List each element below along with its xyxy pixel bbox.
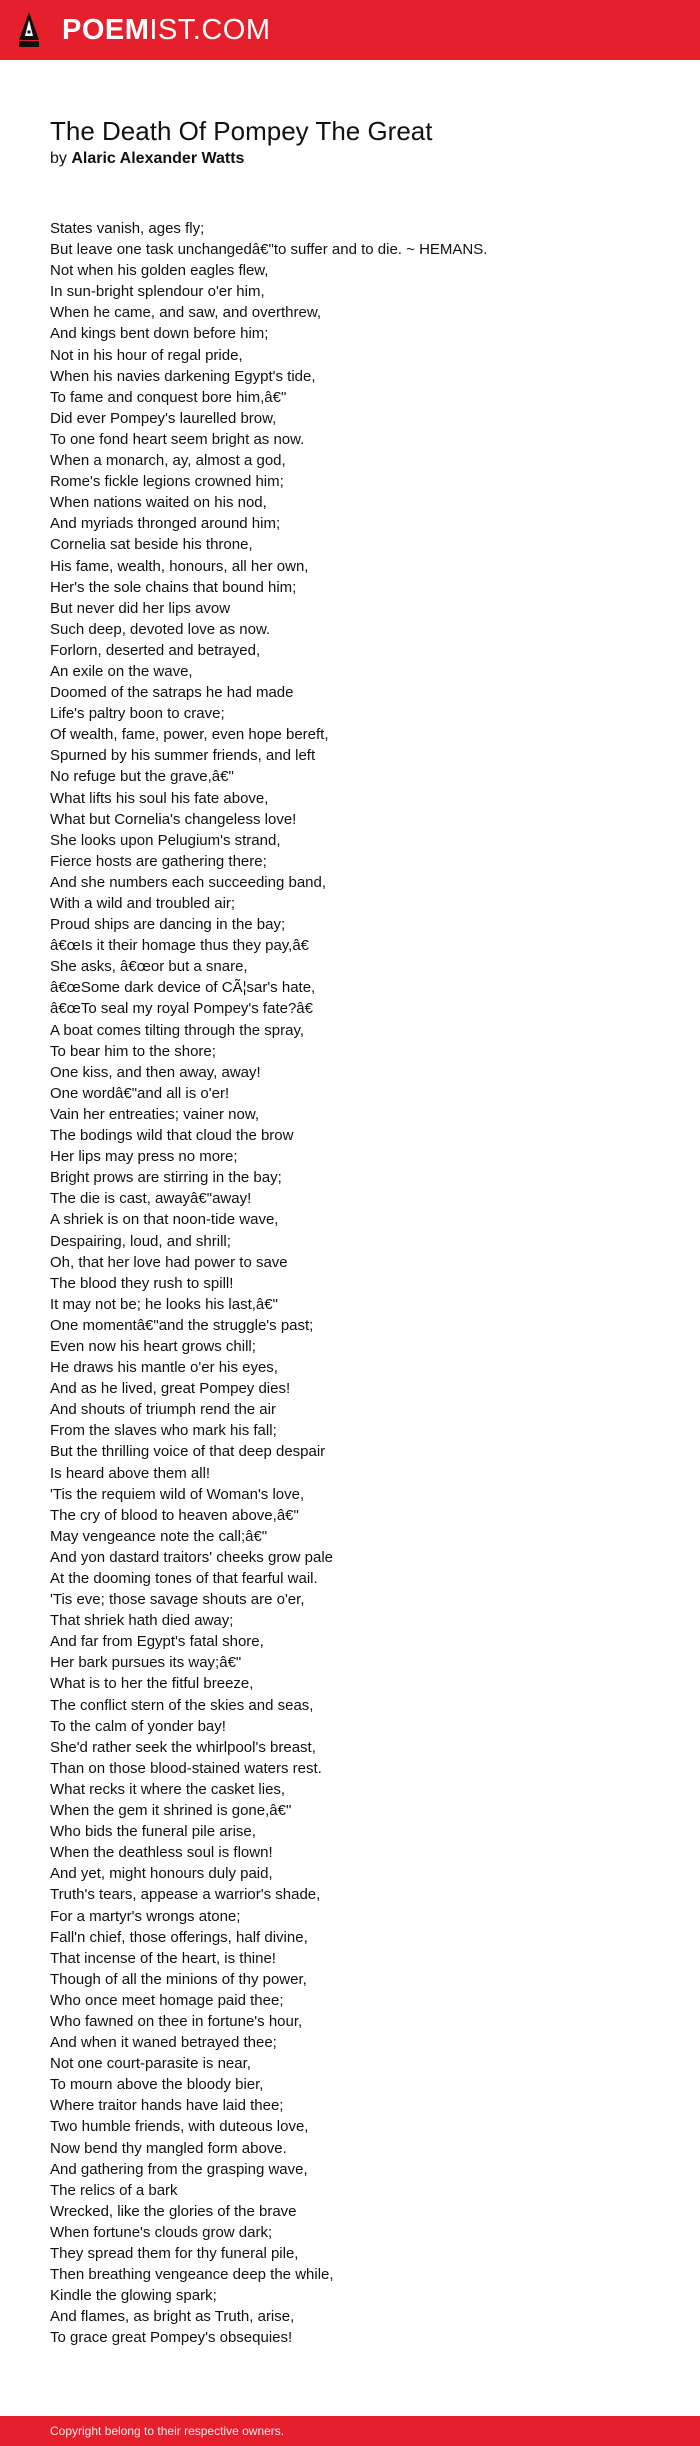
- copyright-text: Copyright belong to their respective owners.: [50, 2424, 285, 2438]
- poem-line: The bodings wild that cloud the brow: [50, 1127, 294, 1145]
- poem-line: Cornelia sat beside his throne,: [50, 536, 253, 554]
- poem-line: Not one court-parasite is near,: [50, 2055, 251, 2073]
- poem-line: From the slaves who mark his fall;: [50, 1422, 277, 1440]
- poem-line: Who fawned on thee in fortune's hour,: [50, 2012, 303, 2030]
- poem-line: That shriek hath died away;: [50, 1612, 234, 1630]
- poem-line: One wordâ€"and all is o'er!: [50, 1084, 230, 1102]
- poem-line: Vain her entreaties; vainer now,: [50, 1105, 260, 1123]
- poem-line: When the deathless soul is flown!: [50, 1844, 273, 1862]
- poem-line: Than on those blood-stained waters rest.: [50, 1759, 322, 1777]
- poem-line: Proud ships are dancing in the bay;: [50, 916, 286, 934]
- poem-line: Oh, that her love had power to save: [50, 1253, 288, 1271]
- poem-line: Bright prows are stirring in the bay;: [50, 1169, 282, 1187]
- poem-line: He draws his mantle o'er his eyes,: [50, 1359, 278, 1377]
- poem-line: May vengeance note the call;â€": [50, 1527, 268, 1545]
- poem-line: She'd rather seek the whirlpool's breast,: [50, 1738, 316, 1756]
- poem-line: States vanish, ages fly;: [50, 220, 205, 237]
- poem-line: To bear him to the shore;: [50, 1042, 216, 1060]
- poem-line: At the dooming tones of that fearful wail.: [50, 1570, 318, 1587]
- poem-line: Though of all the minions of thy power,: [50, 1970, 307, 1988]
- poem-line: Is heard above them all!: [50, 1464, 211, 1482]
- poem-line: That incense of the heart, is thine!: [50, 1949, 276, 1967]
- poem-line: The die is cast, awayâ€"away!: [50, 1190, 252, 1208]
- poem-line: A boat comes tilting through the spray,: [50, 1021, 305, 1039]
- poem-line: For a martyr's wrongs atone;: [50, 1907, 241, 1925]
- logo-bold-text: POEM: [62, 14, 150, 46]
- poem-line: With a wild and troubled air;: [50, 895, 236, 912]
- poem-line: When he came, and saw, and overthrew,: [50, 304, 321, 322]
- poem-line: Then breathing vengeance deep the while,: [50, 2266, 334, 2284]
- poem-line: When a monarch, ay, almost a god,: [50, 452, 286, 470]
- poem-line: Spurned by his summer friends, and left: [50, 747, 316, 765]
- poem-line: The relics of a bark: [50, 2181, 178, 2199]
- poem-line: But the thrilling voice of that deep despair: [50, 1443, 326, 1461]
- poem-line: And myriads thronged around him;: [50, 515, 281, 533]
- poem-line: And shouts of triumph rend the air: [50, 1401, 276, 1419]
- poem-line: â€œIs it their homage thus they pay,â€: [50, 937, 310, 955]
- poem-line: What lifts his soul his fate above,: [50, 789, 269, 807]
- site-logo[interactable]: [62, 12, 271, 48]
- poem-line: What is to her the fitful breeze,: [50, 1675, 254, 1693]
- poem-line: To the calm of yonder bay!: [50, 1717, 226, 1735]
- poem-title: The Death Of Pompey The Great: [50, 116, 433, 146]
- poem-line: One momentâ€"and the struggle's past;: [50, 1316, 314, 1334]
- poem-line: But leave one task unchangedâ€"to suffer and to die. ~ HEMANS.: [50, 241, 488, 259]
- poem-line: No refuge but the grave,â€": [50, 768, 234, 786]
- poem-line: An exile on the wave,: [50, 662, 193, 680]
- poem-line: Two humble friends, with duteous love,: [50, 2118, 309, 2136]
- poem-line: The cry of blood to heaven above,â€": [50, 1506, 299, 1524]
- poem-line: Who bids the funeral pile arise,: [50, 1823, 256, 1841]
- author-name[interactable]: Alaric Alexander Watts: [71, 150, 245, 167]
- poem-line: Wrecked, like the glories of the brave: [50, 2202, 297, 2220]
- poem-line: To one fond heart seem bright as now.: [50, 430, 305, 448]
- poem-line: When the gem it shrined is gone,â€": [50, 1802, 292, 1820]
- byline: [50, 148, 244, 170]
- poem-line: She asks, â€œor but a snare,: [50, 958, 248, 976]
- poem-line: When his navies darkening Egypt's tide,: [50, 367, 316, 385]
- poem-line: Of wealth, fame, power, even hope bereft,: [50, 726, 329, 744]
- poem-line: Not when his golden eagles flew,: [50, 262, 269, 280]
- poem-line: And yon dastard traitors' cheeks grow pale: [50, 1548, 334, 1566]
- poem-line: They spread them for thy funeral pile,: [50, 2245, 299, 2262]
- poem-line: And gathering from the grasping wave,: [50, 2160, 308, 2178]
- poem-line: Who once meet homage paid thee;: [50, 1991, 284, 2009]
- poem-line: And she numbers each succeeding band,: [50, 873, 327, 891]
- poem-line: Her lips may press no more;: [50, 1148, 238, 1166]
- poem-line: Forlorn, deserted and betrayed,: [50, 641, 261, 659]
- poem-line: It may not be; he looks his last,â€": [50, 1295, 278, 1313]
- poem-line: When nations waited on his nod,: [50, 494, 267, 512]
- poem-line: The blood they rush to spill!: [50, 1274, 234, 1292]
- poem-line: And yet, might honours duly paid,: [50, 1865, 273, 1883]
- poem-line: What recks it where the casket lies,: [50, 1780, 286, 1798]
- poem-line: Her's the sole chains that bound him;: [50, 578, 297, 596]
- poem-line: But never did her lips avow: [50, 599, 231, 617]
- poem-line: Life's paltry boon to crave;: [50, 705, 225, 723]
- poem-line: One kiss, and then away, away!: [50, 1063, 261, 1081]
- poem-line: When fortune's clouds grow dark;: [50, 2223, 273, 2241]
- poem-line: Even now his heart grows chill;: [50, 1337, 256, 1355]
- poem-line: In sun-bright splendour o'er him,: [50, 283, 265, 301]
- poem-line: 'Tis eve; those savage shouts are o'er,: [50, 1591, 305, 1609]
- poem-line: Such deep, devoted love as now.: [50, 620, 271, 638]
- site-footer: [0, 2416, 700, 2446]
- poem-line: And when it waned betrayed thee;: [50, 2034, 277, 2052]
- poem-line: Now bend thy mangled form above.: [50, 2139, 287, 2157]
- poem-line: And flames, as bright as Truth, arise,: [50, 2308, 295, 2326]
- poem-line: Despairing, loud, and shrill;: [50, 1232, 231, 1250]
- poem-line: A shriek is on that noon-tide wave,: [50, 1211, 279, 1229]
- poem-line: 'Tis the requiem wild of Woman's love,: [50, 1485, 305, 1503]
- poem-line: Not in his hour of regal pride,: [50, 346, 243, 364]
- poem-line: To fame and conquest bore him,â€": [50, 388, 287, 406]
- logo-light-text: IST.COM: [149, 14, 271, 46]
- poem-line: To mourn above the bloody bier,: [50, 2076, 264, 2094]
- poem-line: His fame, wealth, honours, all her own,: [50, 557, 309, 575]
- poem-line: â€œSome dark device of CÃ¦sar's hate,: [50, 979, 316, 997]
- poem-line: â€œTo seal my royal Pompey's fate?â€: [50, 1000, 313, 1018]
- poem-line: To grace great Pompey's obsequies!: [50, 2329, 293, 2347]
- poem-line: Truth's tears, appease a warrior's shade,: [50, 1886, 321, 1904]
- poem-line: And far from Egypt's fatal shore,: [50, 1633, 264, 1651]
- by-label: by: [50, 150, 67, 167]
- poem-line: Her bark pursues its way;â€": [50, 1654, 242, 1672]
- poem-line: Did ever Pompey's laurelled brow,: [50, 409, 277, 427]
- poem-line: And as he lived, great Pompey dies!: [50, 1380, 291, 1398]
- poem-line: And kings bent down before him;: [50, 325, 269, 343]
- poem-line: Fierce hosts are gathering there;: [50, 852, 267, 870]
- poem-body: [50, 218, 670, 2348]
- poem-line: What but Cornelia's changeless love!: [50, 810, 297, 828]
- poem-line: She looks upon Pelugium's strand,: [50, 831, 281, 849]
- poem-line: Fall'n chief, those offerings, half divine,: [50, 1928, 308, 1946]
- poem-line: Rome's fickle legions crowned him;: [50, 473, 284, 491]
- pen-nib-icon[interactable]: [17, 10, 41, 50]
- poem-line: Kindle the glowing spark;: [50, 2287, 217, 2305]
- poem-line: Where traitor hands have laid thee;: [50, 2097, 284, 2115]
- site-header: [0, 0, 700, 60]
- poem-line: Doomed of the satraps he had made: [50, 684, 294, 702]
- poem-line: The conflict stern of the skies and seas,: [50, 1696, 314, 1714]
